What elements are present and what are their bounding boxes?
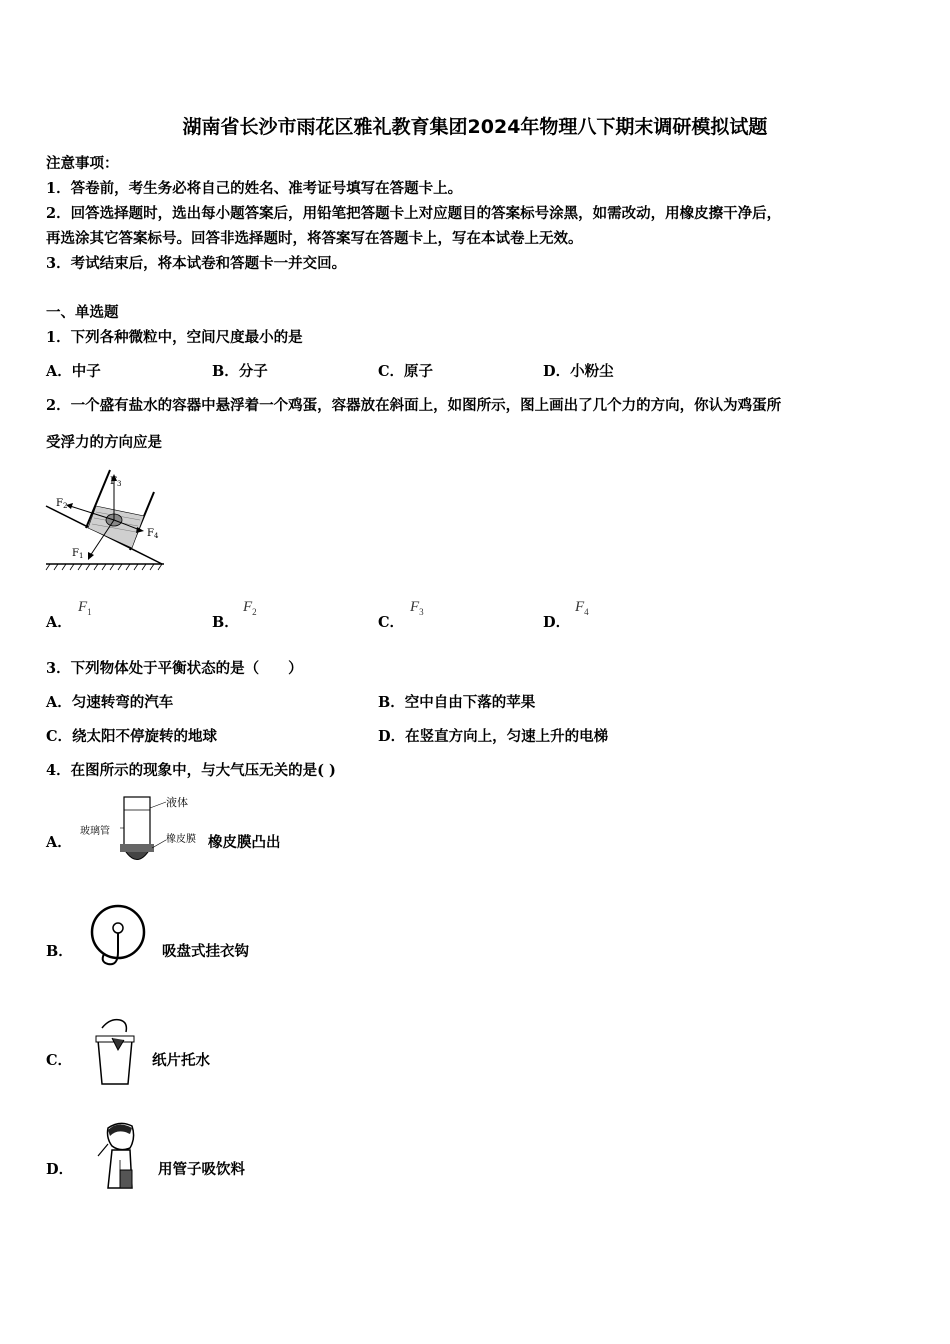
notice-item: 3．考试结束后，将本试卷和答题卡一并交回。 [46,255,347,272]
notice-item: 2．回答选择题时，选出每小题答案后，用铅笔把答题卡上对应题目的答案标号涂黑，如需改动，用橡皮擦干净后， [46,205,782,222]
q2-option-a[interactable]: A． [46,614,72,631]
glass-tube-figure [80,792,210,872]
q2-option-a-symbol: $F_1$ [78,599,92,617]
q2-option-d[interactable]: D． [543,614,571,631]
force-label-f1: $F_1$ [72,548,84,560]
q4-option-b[interactable]: B． [46,943,73,960]
label-glass-tube: 玻璃管 [80,826,110,837]
q4-option-a[interactable]: A． [46,834,72,851]
question-4-stem: 4．在图所示的现象中，与大气压无关的是( ) [46,762,336,779]
notice-item: 1．答卷前，考生务必将自己的姓名、准考证号填写在答题卡上。 [46,180,463,197]
question-2-stem: 2．一个盛有盐水的容器中悬浮着一个鸡蛋，容器放在斜面上，如图所示，图上画出了几个力的方向，你认为鸡蛋所 [46,397,782,414]
page-title: 湖南省长沙市雨花区雅礼教育集团2024年物理八下期末调研模拟试题 [182,116,768,138]
q3-option-b[interactable]: B．空中自由下落的苹果 [378,694,536,711]
force-label-f3: $F_3$ [110,476,122,488]
q2-option-b[interactable]: B． [212,614,239,631]
q4-option-d-text: 用管子吸饮料 [158,1161,245,1178]
incline-container-figure [44,462,169,572]
q1-option-c[interactable]: C．原子 [378,363,434,380]
force-label-f2: $F_2$ [56,498,68,510]
q3-option-a[interactable]: A．匀速转弯的汽车 [46,694,174,711]
label-membrane: 橡皮膜 [166,834,196,845]
notice-item: 再选涂其它答案标号。回答非选择题时，将答案写在答题卡上，写在本试卷上无效。 [46,230,583,247]
q4-option-d[interactable]: D． [46,1161,74,1178]
q1-option-d[interactable]: D．小粉尘 [543,363,614,380]
q4-option-b-text: 吸盘式挂衣钩 [162,943,249,960]
cup-paper-figure [88,1014,148,1089]
q1-option-b[interactable]: B．分子 [212,363,268,380]
q3-option-c[interactable]: C．绕太阳不停旋转的地球 [46,728,218,745]
question-2-stem-cont: 受浮力的方向应是 [46,434,162,451]
q2-option-c[interactable]: C． [378,614,405,631]
q2-option-b-symbol: $F_2$ [243,599,257,617]
q3-option-d[interactable]: D．在竖直方向上，匀速上升的电梯 [378,728,609,745]
question-1-stem: 1．下列各种微粒中，空间尺度最小的是 [46,329,303,346]
q4-option-a-text: 橡皮膜凸出 [208,834,281,851]
question-3-stem: 3．下列物体处于平衡状态的是（ ） [46,660,303,677]
force-label-f4: $F_4$ [147,528,159,540]
notice-heading: 注意事项： [46,155,119,172]
drinking-straw-figure [96,1118,156,1203]
q2-option-d-symbol: $F_4$ [575,599,589,617]
q2-option-c-symbol: $F_3$ [410,599,424,617]
suction-hook-figure [86,902,156,977]
label-liquid: 液体 [166,796,188,809]
q1-option-a[interactable]: A．中子 [46,363,101,380]
q4-option-c-text: 纸片托水 [152,1052,210,1069]
q4-option-c[interactable]: C． [46,1052,73,1069]
section-heading: 一、单选题 [46,304,119,321]
